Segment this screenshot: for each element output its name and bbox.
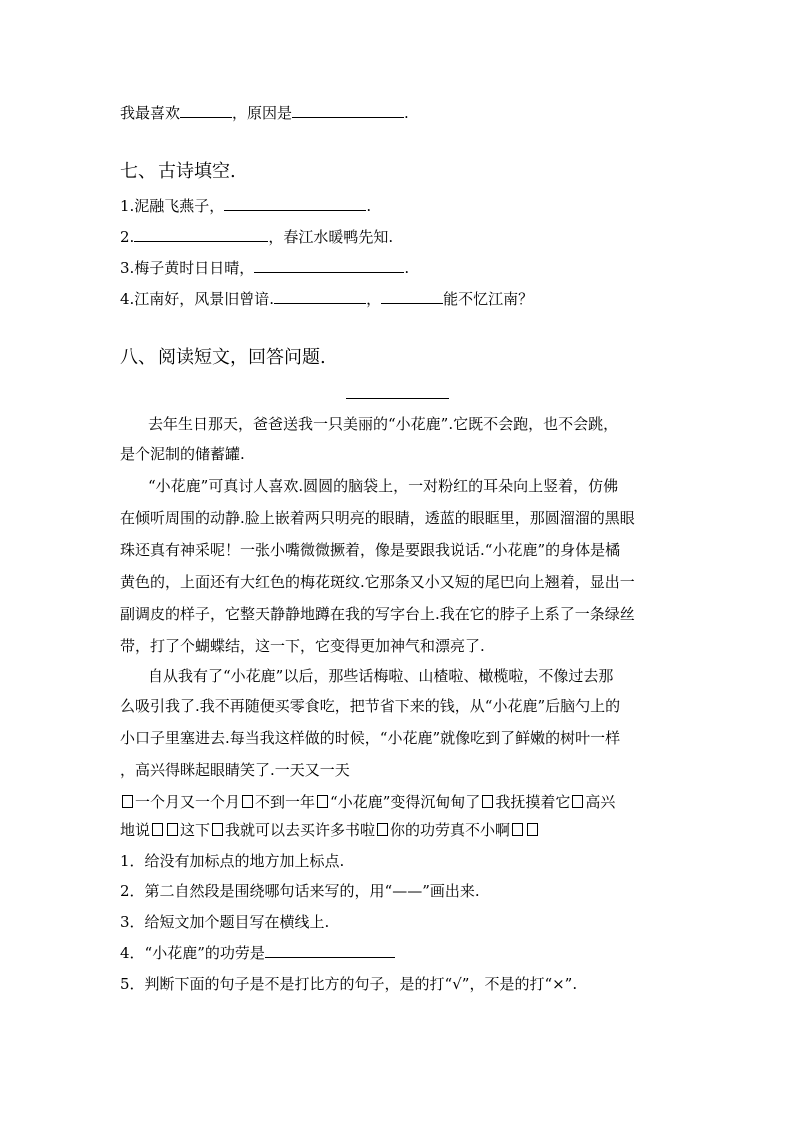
passage-line-6: 黄色的，上面还有大红色的梅花斑纹.它那条又小又短的尾巴向上翘着，显出一 [120,573,635,591]
passage-line-1: 去年生日那天，爸爸送我一只美丽的“小花鹿”.它既不会跑，也不会跳， [148,415,619,433]
poem-3-post: . [404,259,410,277]
punct-text: 我抚摸着它 [495,793,571,811]
favorite-line [120,103,409,123]
punct-box[interactable] [377,823,388,836]
punct-box[interactable] [242,795,253,808]
favorite-middle: ，原因是 [232,104,293,122]
punctuation-line-2 [120,820,540,840]
punct-box[interactable] [572,795,583,808]
passage-line-12: ，高兴得眯起眼睛笑了.一天又一天 [120,761,350,779]
poem-4-pre: 4.江南好，风景旧曾谙. [120,290,275,308]
poem-2-blank[interactable] [134,227,268,242]
question-2: 2．第二自然段是围绕哪句话来写的，用“——”画出来. [120,882,480,900]
question-4-blank[interactable] [265,943,395,958]
passage-title-blank[interactable] [346,398,449,399]
poem-item-2 [120,227,393,247]
punct-text: “小花鹿”变得沉甸甸了 [330,793,481,811]
poem-4-post: 能不忆江南？ [443,290,534,308]
favorite-blank[interactable] [180,103,232,118]
punct-text: 地说 [120,821,151,839]
poem-1-pre: 1.泥融飞燕子， [120,197,225,215]
punct-box[interactable] [527,823,538,836]
passage-line-10: 么吸引我了.我不再随便买零食吃，把节省下来的钱，从“小花鹿”后脑勺上的 [120,697,621,715]
poem-4-blank-a[interactable] [274,289,366,304]
section-7-number: 七、 [120,161,156,182]
poem-3-pre: 3.梅子黄时日日晴， [120,259,255,277]
section-7-title: 古诗填空. [158,161,236,182]
passage-line-9: 自从我有了“小花鹿”以后，那些话梅啦、山楂啦、橄榄啦，不像过去那 [148,667,614,685]
poem-4-blank-b[interactable] [381,289,443,304]
punct-text: 一个月又一个月 [135,793,241,811]
punct-text: 我就可以去买许多书啦 [225,821,376,839]
poem-2-pre: 2. [120,228,135,246]
question-3: 3．给短文加个题目写在横线上. [120,913,330,931]
passage-line-4: 在倾听周围的动静.脸上嵌着两只明亮的眼睛，透蓝的眼眶里，那圆溜溜的黑眼 [120,509,635,527]
poem-1-blank[interactable] [224,196,366,211]
punct-box[interactable] [212,823,223,836]
poem-item-1 [120,196,371,216]
section-8-title: 阅读短文，回答问题. [158,347,326,368]
passage-line-8: 带，打了个蝴蝶结，这一下，它变得更加神气和漂亮了. [120,637,485,655]
favorite-end: . [404,104,409,122]
passage-line-5: 珠还真有神采呢！一张小嘴微微撅着，像是要跟我说话.“小花鹿”的身体是橘 [120,541,621,559]
passage-line-11: 小口子里塞进去.每当我这样做的时候，“小花鹿”就像吃到了鲜嫩的树叶一样 [120,729,621,747]
punct-text: 高兴 [585,793,616,811]
question-4 [120,943,395,963]
punct-box[interactable] [512,823,523,836]
punct-box[interactable] [317,795,328,808]
poem-item-3 [120,258,409,278]
section-8-number: 八、 [120,347,156,368]
poem-item-4 [120,289,533,309]
question-4-text: 4．“小花鹿”的功劳是 [120,944,265,962]
favorite-prefix: 我最喜欢 [120,104,181,122]
punct-box[interactable] [122,795,133,808]
punct-text: 这下 [180,821,211,839]
question-1: 1．给没有加标点的地方加上标点. [120,852,345,870]
passage-line-2: 是个泥制的储蓄罐. [120,445,245,463]
poem-1-post: . [366,197,372,215]
passage-line-3: “小花鹿”可真讨人喜欢.圆圆的脑袋上，一对粉红的耳朵向上竖着，仿佛 [148,477,619,495]
punct-box[interactable] [482,795,493,808]
punct-box[interactable] [167,823,178,836]
punct-box[interactable] [152,823,163,836]
punct-text: 不到一年 [255,793,316,811]
punct-text: 你的功劳真不小啊 [390,821,511,839]
question-5: 5．判断下面的句子是不是打比方的句子，是的打“√”，不是的打“×”. [120,975,578,993]
poem-3-blank[interactable] [254,258,404,273]
passage-line-7: 副调皮的样子，它整天静静地蹲在我的写字台上.我在它的脖子上系了一条绿丝 [120,605,635,623]
punctuation-line-1 [120,792,615,812]
section-7-heading [120,160,236,184]
reason-blank[interactable] [292,103,404,118]
poem-4-mid: ， [366,290,382,308]
poem-2-post: ，春江水暖鸭先知. [268,228,394,246]
section-8-heading [120,346,326,370]
